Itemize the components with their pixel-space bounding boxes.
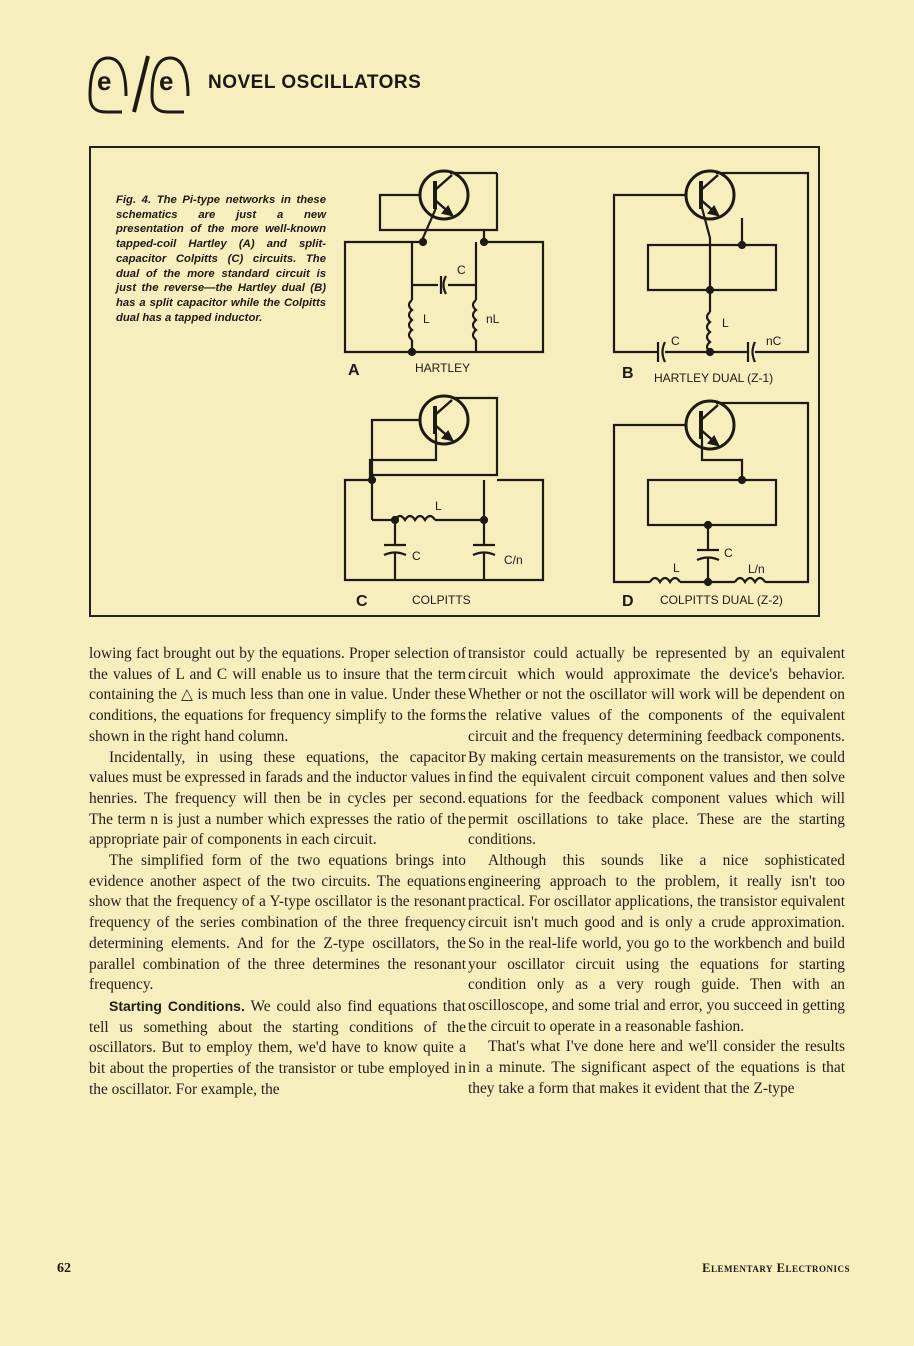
paragraph: The simplified form of the two equations brings into evidence another aspect of the two circuits. The equations show that the frequency of a Y-type oscillator is the resonant frequency of the series combination of the three frequency determining elements. And for the Z-type oscillators, the parallel combination of the three determines the resonant frequency. [89,852,466,994]
schematic-hartley [345,171,543,352]
panel-letter-b: B [622,365,634,382]
panel-name-d: COLPITTS DUAL (Z-2) [660,593,783,607]
label-b-c: C [671,334,680,348]
label-b-nc: nC [766,334,782,348]
paragraph-starting-conditions [89,996,466,1101]
paragraph: That's what I've done here and we'll consider the results in a minute. The significant aspect of the equations is that they take a form that makes it evident that the Z-type [468,1038,845,1097]
panel-name-b: HARTLEY DUAL (Z-1) [654,371,774,385]
label-c-l: L [435,499,442,513]
page-number: 62 [57,1261,71,1276]
schematic-colpitts-dual [614,401,808,582]
label-d-ln: L/n [748,562,765,576]
paragraph: transistor could actually be represented by an equivalent circuit which would approximate the device's behavior. Whether or not the oscillator will work will be dependent on the relative values of the components of the equivalent circuit and the frequency determining feedback components. By making certain measurements on the transistor, we could find the equivalent circuit component values and then solve equations for the feedback component values which will permit oscillations to take place. These are the starting conditions. [468,645,845,849]
label-d-l: L [673,561,680,575]
panel-letter-a: A [348,362,360,379]
label-b-l: L [722,316,729,330]
transistor-symbol [686,171,734,219]
figure-caption: Fig. 4. The Pi-type networks in these schematics are just a new presentation of the more well-known tapped-coil Hartley (A) and split-capacitor Colpitts (C) circuits. The dual of the more standard circuit is just the reverse—the Hartley dual (B) has a split capacitor while the Colpitts dual has a tapped inductor. [116,194,326,324]
label-a-l: L [423,312,430,326]
transistor-symbol [420,396,468,444]
label-c-cn: C/n [504,553,523,567]
panel-letter-c: C [356,593,368,610]
svg-text:e: e [159,66,174,96]
label-d-c: C [724,546,733,560]
section-heading: Starting Conditions. [109,997,245,1014]
paragraph: Although this sounds like a nice sophisticated engineering approach to the problem, it really isn't too practical. For oscillator applications, the transistor equivalent circuit isn't much good and is only a crude approximation. So in the real-life world, you go to the workbench and build your oscillator circuit using the equations for starting condition only as a very rough guide. Then with an oscilloscope, and some trial and error, you succeed in getting the circuit to operate in a reasonable fashion. [468,852,845,1035]
panel-name-c: COLPITTS [412,593,471,607]
paragraph: Incidentally, in using these equations, the capacitor values must be expressed in farads and the inductor values in henries. The frequency will then be in cycles per second. The term n is just a number which expresses the ratio of the appropriate pair of components in each circuit. [89,748,466,849]
panel-letter-d: D [622,593,634,610]
svg-text:e: e [97,66,112,96]
page-header-title: NOVEL OSCILLATORS [208,72,422,93]
paragraph-text: We could also find equations that tell us something about the starting conditions of the oscillators. But to employ them, we'd have to know quite a bit about the properties of the transistor or tube employed in the oscillator. For example, the [89,997,467,1098]
label-a-c: C [457,263,466,277]
running-footer: Elementary Electronics [702,1261,850,1275]
transistor-symbol [686,401,734,449]
body-column-left [89,644,466,1100]
panel-name-a: HARTLEY [415,361,471,375]
label-a-nl: nL [486,312,500,326]
label-c-c: C [412,549,421,563]
transistor-symbol [420,171,468,219]
paragraph: lowing fact brought out by the equations. Proper selection of the values of L and C will enable us to insure that the term containing the △ is much less than one in value. Under these conditions, the equations for frequency simplify to the forms shown in the right hand column. [89,645,466,745]
body-column-right [468,644,845,1099]
